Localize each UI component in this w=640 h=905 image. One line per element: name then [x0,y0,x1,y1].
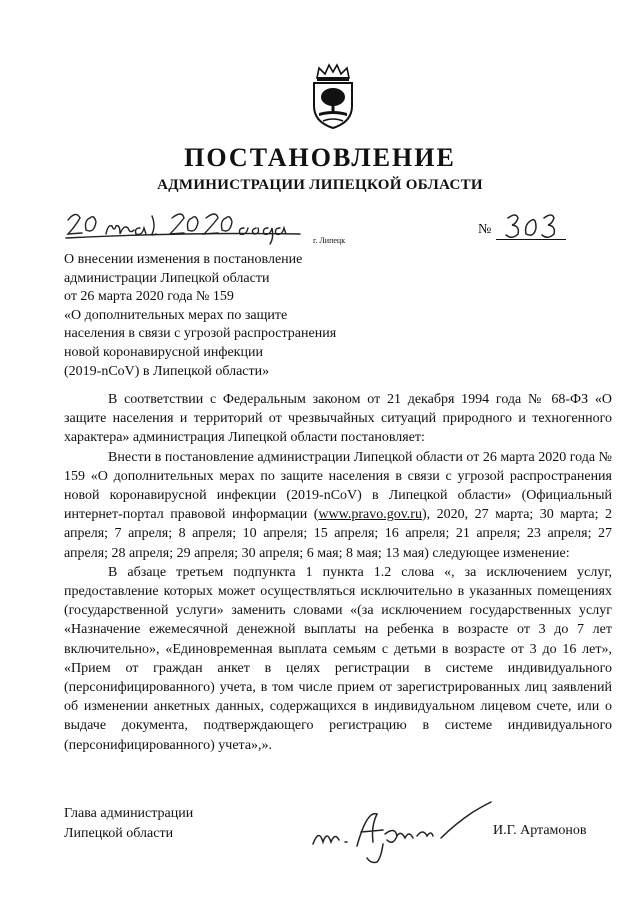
handwritten-signature [305,790,495,870]
reference-line: (2019-nCoV) в Липецкой области» [64,363,270,379]
body-paragraph-change: В абзаце третьем подпункта 1 пункта 1.2 слова «, за исключением услуг, предоставление которых может осуществляться исключительно в указанных помещениях (государственной услуги» заменить словами «(за исключением государственных услуг «Назначение ежемесячной денежной выплаты на ребенка в возрасте от 3 до 7 лет включительно», «Единовременная выплата семьям с детьми в возрасте от 3 до 16 лет», «Прием от граждан анкет в целях регистрации в системе индивидуального (персонифицированного) учета, в том числе прием от зарегистрированных лиц заявлений об изменении анкетных данных, содержащихся в индивидуальном лицевом счете, или о выдаче документа, подтверждающего регистрацию в системе индивидуального (персонифицированного) учета»,». [64,564,612,753]
number-label: № [478,222,492,237]
reference-line: администрации Липецкой области [64,270,270,286]
position-line: Липецкой области [64,825,174,841]
document-subtitle: АДМИНИСТРАЦИИ ЛИПЕЦКОЙ ОБЛАСТИ [157,177,483,193]
handwritten-date [64,206,304,246]
body-paragraph-amendment [64,448,612,563]
signatory-position [64,804,193,843]
reference-line: О внесении изменения в постановление [64,252,303,267]
coat-of-arms-emblem [305,62,361,130]
handwritten-number [504,208,564,244]
position-line: Глава администрации [64,806,194,821]
city-label: г. Липецк [313,236,346,245]
reference-line: «О дополнительных мерах по защите [64,307,288,323]
signatory-name: И.Г. Артамонов [493,823,587,838]
amendment-text-end: ), 2020, 27 марта; 30 марта; 2 апреля; 7 апреля; 8 апреля; 10 апреля; 15 апреля; 16 апреля; 21 апреля; 23 апреля; 27 апреля; 28 апреля; 29 апреля; 30 апреля; 6 мая; 8 мая; 13 мая) следующее изменение: [64,507,612,561]
reference-line: новой коронавирусной инфекции [64,344,263,360]
reference-line: населения в связи с угрозой распространения [64,326,337,342]
amendment-text-start: Внести в постановление администрации Липецкой области от 26 марта 2020 года № 159 «О дополнительных мерах по защите населения в связи с угрозой распространения новой коронавирусной инфекции (2019-nCoV) в Липецкой области» (Официальный интернет-портал правовой информации ( [64,449,612,523]
document-body [64,390,612,755]
reference-line: от 26 марта 2020 года № 159 [64,289,234,305]
document-title: ПОСТАНОВЛЕНИЕ [184,143,456,172]
pravo-gov-link[interactable]: www.pravo.gov.ru [318,507,422,523]
body-paragraph-legal-basis: В соответствии с Федеральным законом от 21 декабря 1994 года № 68-ФЗ «О защите населения и территорий от чрезвычайных ситуаций природного и техногенного характера» администрация Липецкой области постановляет: [64,392,612,446]
reference-block [64,251,384,381]
